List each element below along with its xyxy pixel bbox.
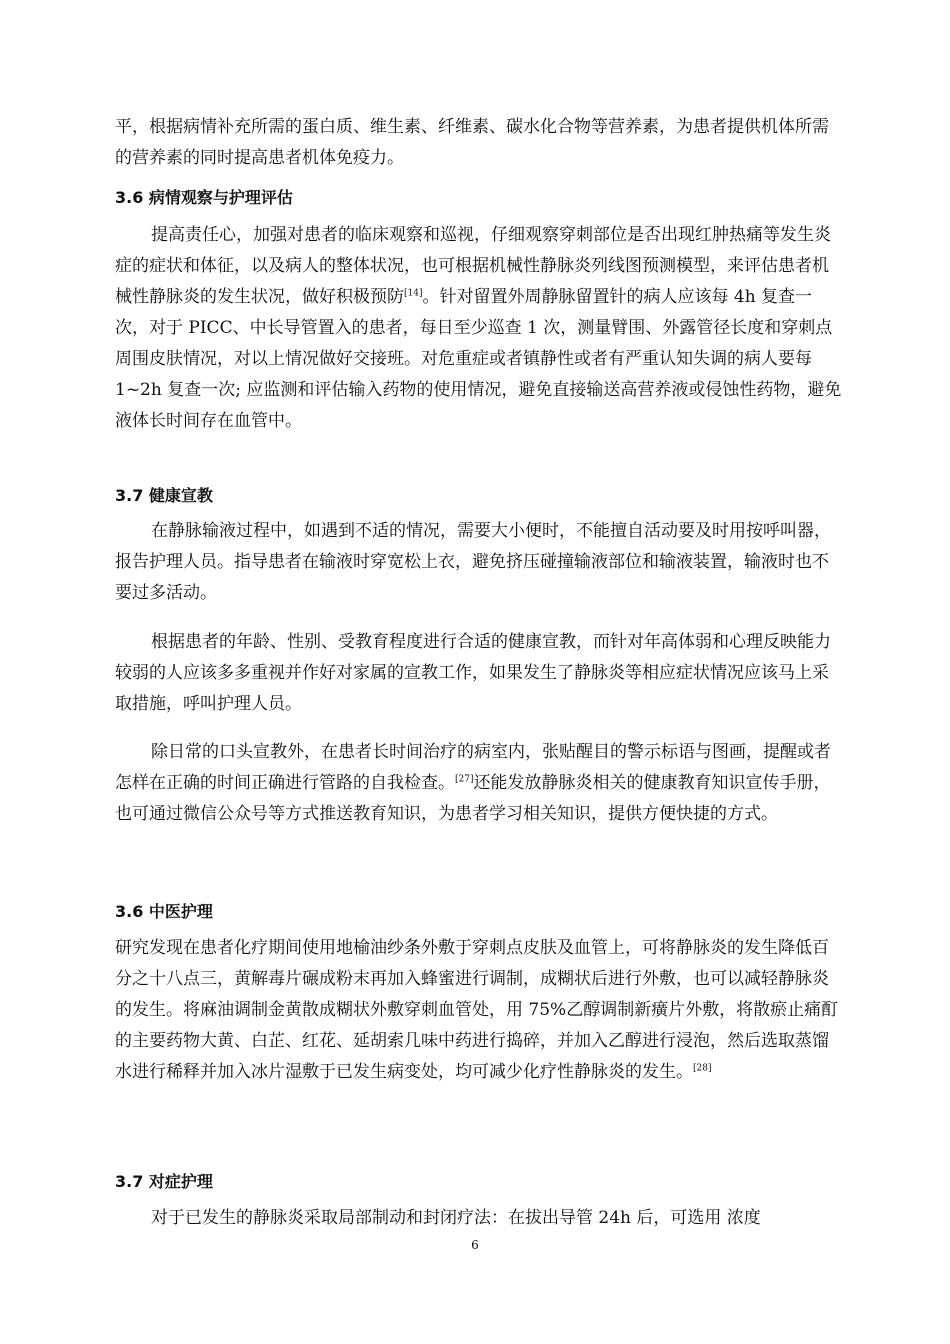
paragraph-symptomatic: 对于已发生的静脉炎采取局部制动和封闭疗法：在拔出导管 24h 后，可选用 浓度 (151, 1208, 761, 1228)
citation-ref: [27] (455, 774, 474, 785)
paragraph-text: 提高责任心，加强对患者的临床观察和巡视，仔细观察穿刺部位是否出现红肿热痛等发生炎症的症状和体征，以及病人的整体状况，也可根据机械性静脉炎列线图预测模型，来评估患者机械性静脉炎的发生状况，做好积极预防 (115, 225, 831, 307)
section-heading-tcm-nursing: 3.6 中医护理 (115, 902, 213, 921)
paragraph-education-2: 根据患者的年龄、性别、受教育程度进行合适的健康宣教，而针对年高体弱和心理反映能力较弱的人应该多多重视并作好对家属的宣教工作，如果发生了静脉炎等相应症状情况应该马上采取措施，呼叫护理人员。 (115, 632, 831, 714)
paragraph-text: 研究发现在患者化疗期间使用地榆油纱条外敷于穿刺点皮肤及血管上，可将静脉炎的发生降低百分之十八点三，黄解毒片碾成粉末再加入蜂蜜进行调制，成糊状后进行外敷，也可以减轻静脉炎的发生。将麻油调制金黄散成糊状外敷穿刺血管处，用 75%乙醇调制新癀片外敷，将散瘀止痛酊的主要药物大黄、白芷、红花、延胡索几味中药进行捣碎，并加入乙醇进行浸泡，然后选取蒸馏水进行稀释并加入冰片湿敷于已发生病变处，均可减少化疗性静脉炎的发生。 (115, 938, 839, 1082)
section-heading-observation: 3.6 病情观察与护理评估 (115, 188, 293, 207)
paragraph-observation (115, 220, 845, 437)
paragraph-text: 平，根据病情补充所需的蛋白质、维生素、纤维素、碳水化合物等营养素，为患者提供机体所需的营养素的同时提高患者机体免疫力。 (115, 117, 829, 168)
page-number: 6 (471, 1238, 479, 1252)
paragraph-text: 。针对留置外周静脉留置针的病人应该每 4h 复查一次，对于 PICC、中长导管置入的患者，每日至少巡查 1 次，测量臂围、外露管径长度和穿刺点周围皮肤情况，对以上情况做好交接班。对危重症或者镇静性或者有严重认知失调的病人要每 1~2h 复查一次; 应监测和评估输入药物的使用情况，避免直接输送高营养液或侵蚀性药物，避免液体长时间存在血管中。 (115, 287, 842, 431)
paragraph-nutrition-continued (115, 112, 845, 174)
citation-ref: [28] (693, 1063, 712, 1074)
paragraph-education-1: 在静脉输液过程中，如遇到不适的情况，需要大小便时，不能擅自活动要及时用按呼叫器，报告护理人员。指导患者在输液时穿宽松上衣，避免挤压碰撞输液部位和输液装置，输液时也不要过多活动。 (115, 521, 831, 603)
citation-ref: [14] (404, 288, 423, 299)
paragraph-text: 还能发放静脉炎相关的健康教育知识宣传手册，也可通过微信公众号等方式推送教育知识，为患者学习相关知识，提供方便快捷的方式。 (115, 773, 831, 824)
section-heading-health-education: 3.7 健康宣教 (115, 486, 213, 505)
paragraph-tcm (115, 933, 845, 1088)
paragraph-education-3 (115, 737, 845, 830)
paragraph-text: 除日常的口头宣教外，在患者长时间治疗的病室内，张贴醒目的警示标语与图画，提醒或者怎样在正确的时间正确进行管路的自我检查。 (115, 742, 831, 793)
section-heading-symptomatic-care: 3.7 对症护理 (115, 1172, 213, 1191)
